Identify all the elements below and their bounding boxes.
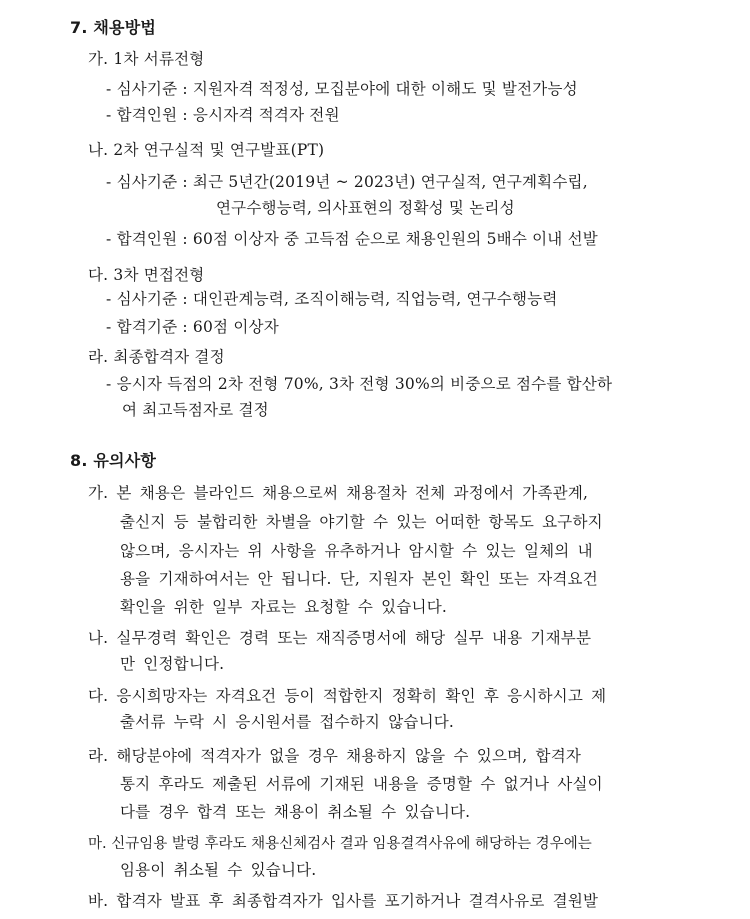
- final-decision-line: - 응시자 득점의 2차 전형 70%, 3차 전형 30%의 비중으로 점수를 합산하: [106, 375, 613, 393]
- note-ma-line: 마. 신규임용 발령 후라도 채용신체검사 결과 임용결격사유에 해당하는 경우에는: [88, 836, 592, 852]
- note-ra-line: 라. 해당분야에 적격자가 없을 경우 채용하지 않을 수 있으며, 합격자: [88, 747, 582, 765]
- section-heading-hiring-method: 7. 채용방법: [70, 18, 157, 37]
- note-ba-line: 바. 합격자 발표 후 최종합격자가 입사를 포기하거나 결격사유로 결원발: [88, 892, 599, 910]
- criteria-line: - 심사기준 : 지원자격 적정성, 모집분야에 대한 이해도 및 발전가능성: [106, 80, 578, 98]
- item-na-research-presentation: 나. 2차 연구실적 및 연구발표(PT): [88, 141, 325, 159]
- note-ra-continuation: 통지 후라도 제출된 서류에 기재된 내용을 증명할 수 없거나 사실이: [120, 775, 603, 793]
- note-ra-continuation: 다를 경우 합격 또는 채용이 취소될 수 있습니다.: [120, 803, 471, 821]
- note-na-continuation: 만 인정합니다.: [120, 655, 225, 673]
- pass-count-line: - 합격인원 : 응시자격 적격자 전원: [106, 106, 340, 124]
- note-da-continuation: 출서류 누락 시 응시원서를 접수하지 않습니다.: [120, 713, 455, 731]
- note-ga-continuation: 출신지 등 불합리한 차별을 야기할 수 있는 어떠한 항목도 요구하지: [120, 513, 603, 531]
- section-heading-notes: 8. 유의사항: [70, 451, 157, 470]
- note-ma-continuation: 임용이 취소될 수 있습니다.: [120, 861, 317, 879]
- note-ga-line: 가. 본 채용은 블라인드 채용으로써 채용절차 전체 과정에서 가족관계,: [88, 484, 589, 502]
- note-ga-continuation: 용을 기재하여서는 안 됩니다. 단, 지원자 본인 확인 또는 자격요건: [120, 570, 598, 588]
- note-na-line: 나. 실무경력 확인은 경력 또는 재직증명서에 해당 실무 내용 기재부분: [88, 629, 592, 647]
- pass-count-line: - 합격인원 : 60점 이상자 중 고득점 순으로 채용인원의 5배수 이내 선발: [106, 230, 598, 248]
- criteria-line: - 심사기준 : 최근 5년간(2019년 ~ 2023년) 연구실적, 연구계획수립,: [106, 173, 588, 191]
- pass-criteria-line: - 합격기준 : 60점 이상자: [106, 318, 279, 336]
- note-ga-continuation: 확인을 위한 일부 자료는 요청할 수 있습니다.: [120, 598, 448, 616]
- item-da-interview: 다. 3차 면접전형: [88, 266, 205, 284]
- criteria-continuation: 연구수행능력, 의사표현의 정확성 및 논리성: [216, 199, 515, 217]
- final-decision-continuation: 여 최고득점자로 결정: [122, 401, 269, 419]
- criteria-line: - 심사기준 : 대인관계능력, 조직이해능력, 직업능력, 연구수행능력: [106, 290, 558, 308]
- note-da-line: 다. 응시희망자는 자격요건 등이 적합한지 정확히 확인 후 응시하시고 제: [88, 687, 607, 705]
- item-ga-document-screening: 가. 1차 서류전형: [88, 50, 205, 68]
- item-ra-final-decision: 라. 최종합격자 결정: [88, 348, 225, 366]
- note-ga-continuation: 않으며, 응시자는 위 사항을 유추하거나 암시할 수 있는 일체의 내: [120, 542, 593, 560]
